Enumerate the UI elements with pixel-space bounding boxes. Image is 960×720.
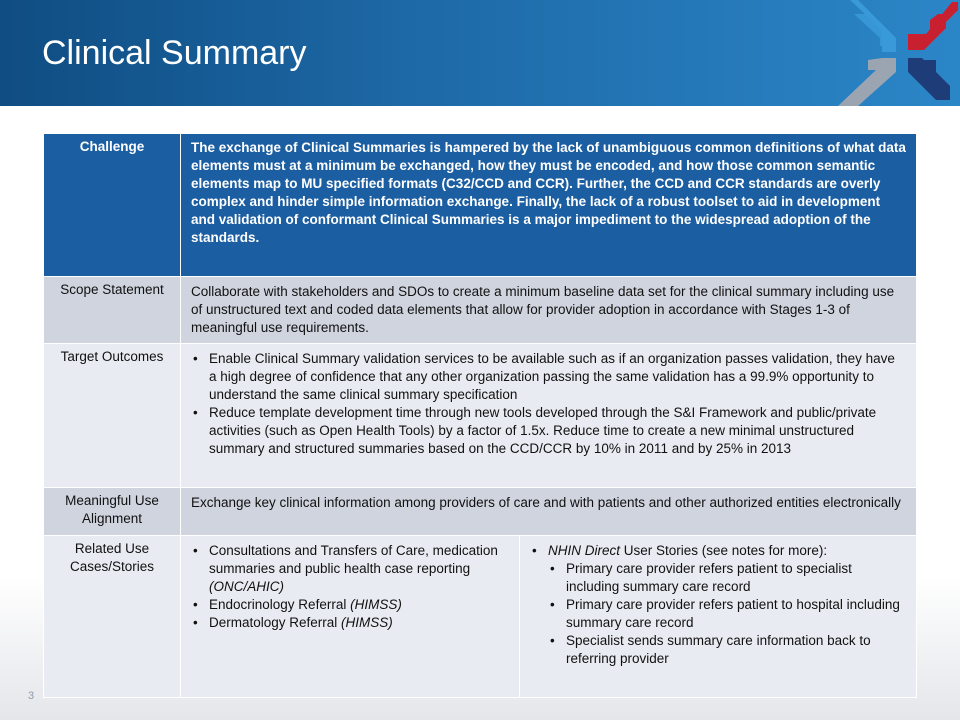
list-item: [191, 542, 509, 596]
alignment-label: Meaningful Use Alignment: [44, 488, 181, 536]
logo-arrow-blue: [836, 0, 896, 52]
use-cases-right: [520, 536, 917, 698]
alignment-row: [44, 488, 917, 536]
list-item-source: (HIMSS): [341, 615, 393, 630]
list-item: • Enable Clinical Summary validation services to be available such as if an organization passes validation, they have a high degree of confidence that any other organization passing the same validation has a 99.9% opportunity to understand the same clinical summary specification: [191, 350, 906, 404]
list-item: • Reduce template development time through new tools developed through the S&I Framework and public/private activities (such as Open Health Tools) by a factor of 1.5x. Reduce time to create a new minimal unstructured summary and structured summaries based on the CCD/CCR by 10% in 2011 and by 25% in 2013: [191, 404, 906, 458]
scope-text: Collaborate with stakeholders and SDOs to create a minimum baseline data set for the clinical summary including use of unstructured text and coded data elements that allow for provider adoption in accordance with Stages 1-3 of meaningful use requirements.: [181, 277, 917, 344]
four-arrows-logo-icon: [828, 0, 960, 106]
logo-arrow-red: [908, 2, 958, 50]
list-item-text: Dermatology Referral: [209, 615, 342, 630]
list-item: [191, 614, 509, 632]
list-item: • Primary care provider refers patient to specialist including summary care record: [530, 560, 906, 596]
slide-title: Clinical Summary: [42, 34, 307, 72]
list-item-source: (HIMSS): [350, 597, 402, 612]
scope-row: [44, 277, 917, 344]
list-item: [530, 542, 906, 560]
outcomes-content: [181, 344, 917, 488]
logo-arrow-navy: [908, 58, 950, 100]
list-item: • Primary care provider refers patient to hospital including summary care record: [530, 596, 906, 632]
challenge-label: Challenge: [44, 134, 181, 277]
use-cases-row: [44, 536, 917, 698]
logo-arrow-gray: [838, 58, 896, 106]
use-cases-label: Related Use Cases/Stories: [44, 536, 181, 698]
outcomes-list: [191, 350, 906, 458]
use-cases-left-list: [191, 542, 509, 632]
outcomes-label: Target Outcomes: [44, 344, 181, 488]
slide-number: 3: [28, 690, 35, 702]
header-banner: [0, 0, 960, 106]
user-stories-heading: User Stories (see notes for more):: [620, 543, 828, 558]
challenge-row: [44, 134, 917, 277]
list-item-source: (ONC/AHIC): [209, 579, 284, 594]
user-stories-list: [530, 560, 906, 668]
use-cases-right-list: [530, 542, 906, 560]
clinical-summary-table: [43, 133, 917, 698]
alignment-text: Exchange key clinical information among providers of care and with patients and other authorized entities electronically: [181, 488, 917, 536]
outcomes-row: [44, 344, 917, 488]
challenge-text: The exchange of Clinical Summaries is hampered by the lack of unambiguous common definitions of what data elements must at a minimum be exchanged, how they must be encoded, and how those common semantic elements map to MU specified formats (C32/CCD and CCR). Further, the CCD and CCR standards are overly complex and hinder simple information exchange. Finally, the lack of a robust toolset to aid in development and validation of conformant Clinical Summaries is a major impediment to the widespread adoption of the standards.: [181, 134, 917, 277]
scope-label: Scope Statement: [44, 277, 181, 344]
list-item: [191, 596, 509, 614]
use-cases-left: [181, 536, 520, 698]
list-item: • Specialist sends summary care information back to referring provider: [530, 632, 906, 668]
list-item-text: Consultations and Transfers of Care, medication summaries and public health case reporting: [209, 543, 498, 576]
list-item-text: Endocrinology Referral: [209, 597, 351, 612]
nhin-direct-label: NHIN Direct: [548, 543, 621, 558]
